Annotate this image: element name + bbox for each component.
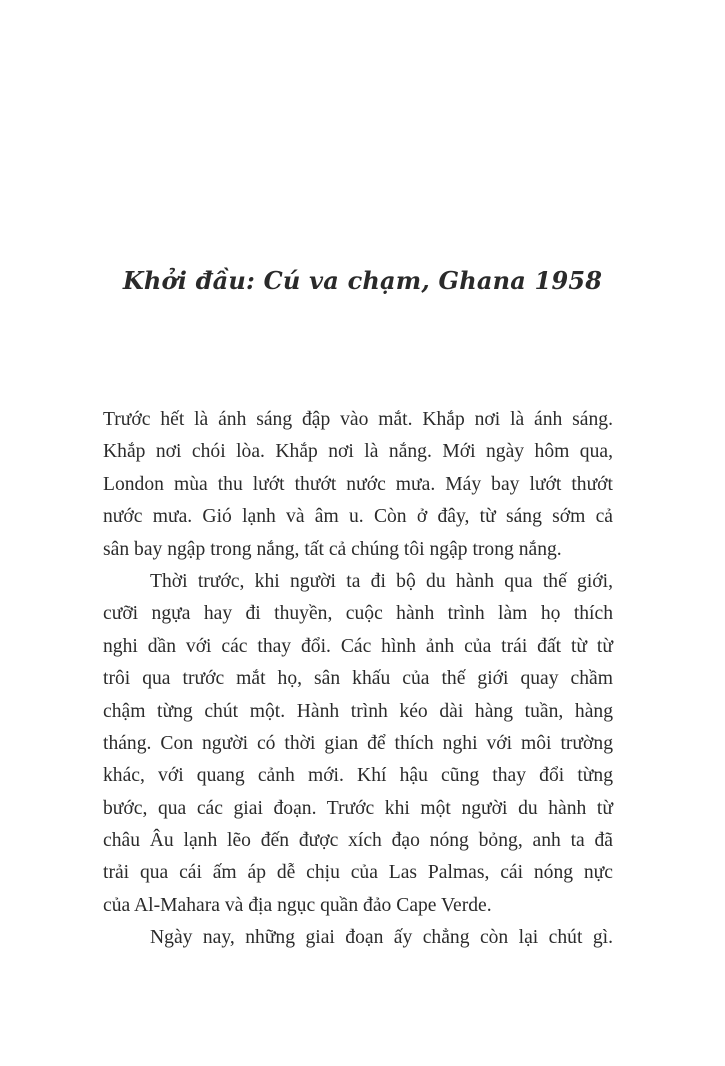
text-line: chậm từng chút một. Hành trình kéo dài hàng tuần, hàng [103, 700, 613, 722]
text-line: của Al-Mahara và địa ngục quần đảo Cape Verde. [103, 894, 492, 916]
text-line: bước, qua các giai đoạn. Trước khi một người du hành từ [103, 797, 613, 819]
chapter-title: Khởi đầu: Cú va chạm, Ghana 1958 [122, 266, 603, 295]
text-line: châu Âu lạnh lẽo đến được xích đạo nóng bỏng, anh ta đã [103, 830, 613, 852]
body-text [103, 404, 613, 955]
text-line: trôi qua trước mắt họ, sân khấu của thế giới quay chầm [103, 668, 613, 690]
text-line: Ngày nay, những giai đoạn ấy chẳng còn lại chút gì. [150, 927, 613, 949]
text-line: nước mưa. Gió lạnh và âm u. Còn ở đây, từ sáng sớm cả [103, 506, 613, 528]
text-line: tháng. Con người có thời gian để thích nghi với môi trường [103, 732, 613, 754]
text-line: Trước hết là ánh sáng đập vào mắt. Khắp nơi là ánh sáng. [103, 409, 613, 430]
text-line: khác, với quang cảnh mới. Khí hậu cũng thay đổi từng [103, 765, 613, 787]
text-line: nghi dần với các thay đổi. Các hình ảnh của trái đất từ từ [103, 635, 613, 657]
text-line: Thời trước, khi người ta đi bộ du hành qua thế giới, [150, 570, 613, 592]
text-line: Khắp nơi chói lòa. Khắp nơi là nắng. Mới ngày hôm qua, [103, 441, 613, 463]
text-line: London mùa thu lướt thướt nước mưa. Máy bay lướt thướt [103, 473, 613, 495]
text-line: sân bay ngập trong nắng, tất cả chúng tôi ngập trong nắng. [103, 538, 562, 560]
text-line: trải qua cái ấm áp dễ chịu của Las Palmas, cái nóng nực [103, 862, 613, 884]
text-line: cưỡi ngựa hay đi thuyền, cuộc hành trình làm họ thích [103, 603, 613, 625]
